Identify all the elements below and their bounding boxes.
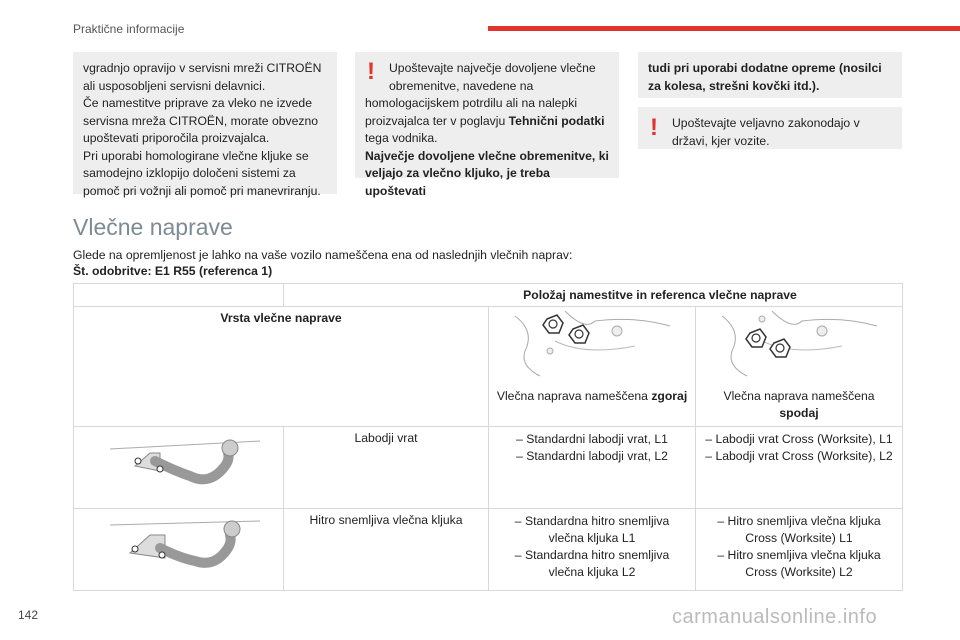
header-accent-bar [488, 26, 960, 31]
box-line: pomoč pri vožnji ali pomoč pri manevriranju. [83, 183, 321, 198]
list-item: vlečna kljuka L1 [548, 531, 636, 545]
towing-devices-table [73, 283, 903, 591]
box-line: upoštevati priporočila proizvajalca. [83, 131, 270, 145]
box-line: državi, kjer vozite. [672, 133, 770, 148]
box-line: Če namestitve priprave za vleko ne izvede [83, 96, 312, 110]
list-item: – Standardni labodji vrat, L1 [516, 432, 668, 446]
cell-mounted-top [489, 307, 696, 427]
warning-box-legislation [638, 107, 902, 149]
warning-exclamation-icon: ! [367, 58, 375, 85]
towbar-mounted-bottom-illustration [702, 311, 892, 381]
table-header-row [74, 284, 903, 307]
cell-swan-neck-top [489, 427, 696, 509]
list-item: – Standardni labodji vrat, L2 [516, 449, 668, 463]
list-item: Cross (Worksite) L2 [745, 565, 853, 579]
page-header-title: Praktične informacije [73, 22, 185, 36]
towbar-mounted-top-illustration [495, 311, 685, 381]
cell-detachable-top [489, 509, 696, 591]
table-header-position: Položaj namestitve in referenca vlečne naprave [283, 284, 902, 307]
detachable-towbar-illustration [80, 513, 276, 583]
caption-mounted-bottom: Vlečna naprava nameščena spodaj [723, 389, 875, 420]
page-number: 142 [18, 608, 39, 622]
swan-neck-towbar-illustration [80, 431, 276, 501]
table-header-type: Vrsta vlečne naprave [74, 307, 489, 427]
watermark: carmanualsonline.info [672, 606, 878, 628]
box-line-bold: Največje dovoljene vlečne obremenitve, ki [365, 148, 609, 163]
list-item: vlečna kljuka L2 [548, 565, 636, 579]
list-item: – Hitro snemljiva vlečna kljuka [717, 548, 881, 562]
list-item: – Standardna hitro snemljiva [514, 548, 670, 562]
list-item: – Labodji vrat Cross (Worksite), L2 [705, 449, 893, 463]
warning-exclamation-icon: ! [650, 114, 658, 141]
list-item: Cross (Worksite) L1 [745, 531, 853, 545]
box-line: homologacijskem potrdilu ali na nalepki [365, 96, 578, 110]
list-item: – Labodji vrat Cross (Worksite), L1 [705, 432, 893, 446]
box-line: obremenitve, navedene na [389, 78, 534, 93]
intro-text: Glede na opremljenost je lahko na vaše vozilo nameščena ena od naslednjih vlečnih naprav: [73, 248, 573, 262]
cell-detachable-image [74, 509, 284, 591]
box-line: proizvajalca ter v poglavju Tehnični podatki [365, 113, 605, 128]
box-line: ali usposobljeni servisni delavnici. [83, 78, 266, 93]
info-box-accessories [638, 52, 902, 98]
box-line: Pri uporabi homologirane vlečne kljuke se [83, 148, 309, 163]
cell-swan-neck-bottom [696, 427, 903, 509]
box-line: za kolesa, strešni kovčki itd.). [648, 78, 820, 93]
box-line: Upoštevajte največje dovoljene vlečne [389, 61, 596, 75]
box-line: samodejno izklopijo določeni sistemi za [83, 166, 296, 180]
box-line: tega vodnika. [365, 131, 438, 145]
section-title: Vlečne naprave [73, 214, 233, 240]
box-line: tudi pri uporabi dodatne opreme (nosilci [648, 61, 882, 75]
warning-box-towing-loads [355, 52, 619, 198]
list-item: – Hitro snemljiva vlečna kljuka [717, 514, 881, 528]
table-row [74, 427, 903, 509]
table-subheader-row [74, 307, 903, 427]
box-line: Upoštevajte veljavno zakonodajo v [672, 116, 860, 130]
approval-number: Št. odobritve: E1 R55 (referenca 1) [73, 264, 273, 278]
box-line-bold: veljajo za vlečno kljuko, je treba upoštevati [365, 166, 550, 198]
list-item: – Standardna hitro snemljiva [514, 514, 670, 528]
cell-detachable-bottom [696, 509, 903, 591]
table-row [74, 509, 903, 591]
cell-swan-neck-image [74, 427, 284, 509]
section-intro [73, 247, 903, 279]
info-box-installation [73, 52, 337, 198]
cell-type-swan-neck: Labodji vrat [283, 427, 488, 509]
box-line: servisna mreža CITROËN, morate obvezno [83, 113, 319, 128]
box-line: vgradnjo opravijo v servisni mreži CITROËN [83, 61, 322, 75]
cell-mounted-bottom [696, 307, 903, 427]
caption-mounted-top: Vlečna naprava nameščena zgoraj [496, 389, 688, 403]
cell-type-detachable: Hitro snemljiva vlečna kljuka [283, 509, 488, 591]
